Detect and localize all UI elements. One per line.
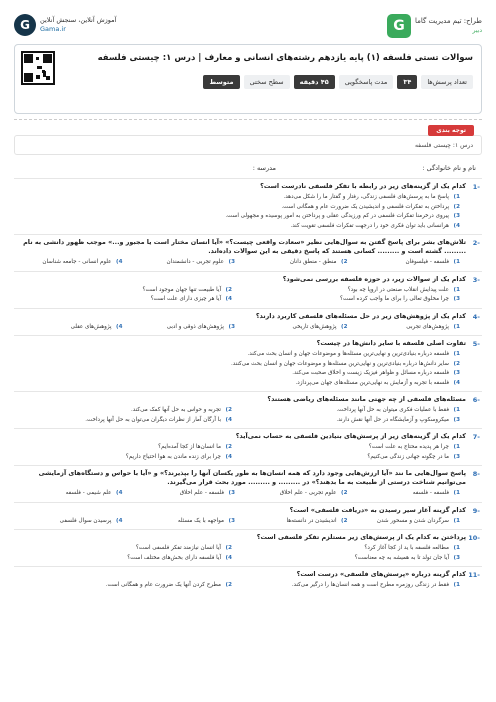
answer-option[interactable] [127,489,236,499]
answer-option[interactable] [242,581,460,591]
option-number: ‎2) [225,286,232,293]
option-list [14,350,460,388]
option-number: ‎4) [116,517,123,524]
question-item [14,428,482,465]
option-number: ‎3) [228,323,235,330]
option-text: پژوهش‌های تاریخی [292,323,337,330]
question-number: 11- [468,571,480,579]
option-number: ‎2) [225,545,232,551]
question-item [14,308,482,336]
option-text: پژوهش‌های عقلی [70,323,112,330]
question-text: تلاش‌های بشر برای پاسخ گفتن به سوال‌هایی نظیر «سعادت واقعی چیست؟» «آیا انسان مختار است یا مجبور و...» موجب ظهور دانشی به نام ......... گشته است و ......... کسانی هستند که پاسخ دقیقی به این سوالات داده‌اند. [23,238,466,255]
meta-duration-value: ۴۵ دقیقه [294,75,335,89]
option-number: ‎1) [453,517,460,524]
answer-option[interactable] [14,203,460,213]
student-name-label: نام و نام خانوادگی : [422,164,476,172]
answer-option[interactable] [239,258,348,268]
answer-option[interactable] [14,581,232,591]
option-number: ‎2) [341,517,348,524]
option-text: مواجهه با یک مسئله [177,517,224,524]
option-number: ‎1) [453,194,460,200]
answer-option[interactable] [242,453,460,463]
answer-option[interactable] [14,295,232,305]
question-item [14,178,482,234]
question-text: کدام گزینه آغاز سیر رسیدن به «دریافت فلسفی» است؟ [289,505,466,514]
option-number: ‎1) [453,444,460,450]
option-number: ‎2) [341,323,348,330]
option-text: فقط در زندگی روزمره مطرح است و همه انسان‌ها را درگیر می‌کند. [291,582,449,588]
question-text: پاسخ سوال‌هایی ما نند «آیا ارزش‌هایی وجود دارد که همه انسان‌ها به طور یکسان آنها را بپذیرند؟» و «آیا با حواس و دستگاه‌های آزمایشی می‌توانیم شناخت درستی از طبیعت به ما بدهند؟» در ......... و ......... مورد بحث قرار می‌گیرند. [38,469,466,486]
option-text: آیا فلسفه دارای بخش‌های مختلف است؟ [127,554,221,561]
meta-difficulty-label: سطح سختی [244,75,290,89]
option-number: ‎3) [228,490,235,496]
answer-option[interactable] [127,258,236,268]
answer-option[interactable] [14,406,232,416]
brand-text [415,17,482,35]
answer-option[interactable] [242,554,460,564]
question-text: کدام یک از گزینه‌های زیر از پرسش‌های بنیادین فلسفی به حساب نمی‌آید؟ [235,432,466,440]
option-list [14,517,460,527]
question-item [14,465,482,502]
option-text: فلسفه درباره مسائل و ظواهر فیزیک زیست و اخلاق صحبت می‌کند. [292,370,449,376]
qr-code-icon[interactable] [21,51,55,85]
option-list [14,489,460,499]
option-number: ‎2) [453,203,460,210]
option-text: پرسیدن سوال فلسفی [59,517,112,524]
answer-option[interactable] [14,222,460,232]
option-number: ‎1) [453,582,460,588]
school-label: مدرسه : [252,164,276,172]
brand-logo-icon: G [387,14,411,38]
option-text: منطق - منطق دانان [289,259,337,265]
option-number: ‎3) [453,370,460,376]
option-text: اندیشیدن در دانسته‌ها [286,517,337,524]
option-text: چرا برای زنده ماندن به هوا احتیاج داریم؟ [125,453,221,460]
option-number: ‎1) [453,351,460,357]
exam-meta [203,75,473,89]
option-number: ‎4) [225,296,232,302]
question-text: کدام یک از سوالات زیر، در حوزه فلسفه بررسی نمی‌شود؟ [282,274,466,283]
answer-option[interactable] [14,416,232,426]
option-number: ‎2) [341,259,348,265]
option-text: چرا هر پدیده محتاج به علت است؟ [368,444,449,450]
option-number: ‎3) [228,517,235,524]
answer-option[interactable] [14,443,232,453]
option-list [14,286,460,305]
option-list [14,323,460,333]
question-number: 7- [472,433,480,441]
notes-tag: توجه بندی [428,125,474,136]
answer-option[interactable] [242,544,460,554]
answer-option[interactable] [127,517,236,527]
answer-option[interactable] [14,258,123,268]
option-number: ‎1) [453,259,460,265]
question-number: 1- [472,183,480,191]
option-number: ‎2) [341,490,348,496]
question-number: 8- [472,470,480,478]
answer-option[interactable] [239,489,348,499]
option-text: مطرح کردن آنها یک ضرورت عام و همگانی است. [105,582,221,588]
option-text: تجربه و حواس به حل آنها کمک می‌کند. [131,407,221,413]
question-item [14,335,482,391]
option-number: ‎4) [225,453,232,460]
meta-difficulty-value: متوسط [203,75,239,89]
header [14,12,482,40]
answer-option[interactable] [14,554,232,564]
answer-option[interactable] [14,517,123,527]
divider [14,119,482,120]
option-number: ‎4) [225,554,232,561]
question-item [14,271,482,308]
question-number: 10- [468,534,480,542]
site-brand [14,14,116,36]
answer-option[interactable] [14,212,460,222]
answer-option[interactable] [14,544,232,554]
option-text: با آرگان آمار از نظرات دیگران می‌توان به حل آنها پرداخت. [85,416,221,423]
question-text: مسئله‌های فلسفی از چه جهتی مانند مسئله‌های ریاضی هستند؟ [267,395,466,403]
option-text: پرداختن به تفکرات فلسفی و اندیشیدن یک ضرورت عام و همگانی است. [281,203,449,210]
question-item [14,566,482,594]
option-text: علوم تجربی - دانشمندان [166,259,224,265]
site-text [40,16,116,34]
option-text: فلسفه درباره بنیادی‌ترین و نهایی‌ترین مسئله‌ها و موضوعات جهان و انسان بحث می‌کند. [247,351,449,357]
answer-option[interactable] [127,323,236,333]
notes-box [14,135,482,155]
question-text: پرداختن به کدام یک از پرسش‌های زیر مستلزم تفکر فلسفی است؟ [256,533,466,541]
option-text: آیا هر چیزی دارای علت است؟ [150,296,221,302]
question-number: 5- [472,340,480,348]
answer-option[interactable] [242,295,460,305]
question-number: 9- [472,506,480,515]
option-list [14,544,460,563]
option-number: ‎3) [453,453,460,460]
answer-option[interactable] [242,286,460,296]
meta-duration-label: مدت پاسخگویی [339,75,394,89]
option-list [14,193,460,231]
option-number: ‎4) [453,379,460,386]
option-number: ‎3) [453,416,460,423]
option-number: ‎4) [116,490,123,496]
brand-line2: دبیر [472,27,482,34]
option-number: ‎3) [453,296,460,302]
brand-line1: طراح: تیم مدیریت گاما [414,17,482,25]
option-text: فلسفه - فیلسوفان [405,259,449,265]
option-text: فلسفه با تجربه و آزمایش به نهایی‌ترین مسئله‌های جهان می‌پردازد. [295,379,449,386]
question-text: تفاوت اصلی فلسفه با سایر دانش‌ها در چیست؟ [316,339,466,347]
answer-option[interactable] [14,323,123,333]
brand [387,14,482,38]
notes-text: درس ۱: چیستی فلسفه [414,142,473,149]
option-text: میکروسکوپ و آزمایشگاه در حل آنها نقش دارند. [336,416,449,423]
question-item [14,234,482,271]
option-text: پژوهش‌های ذوقی و ادبی [166,323,224,330]
option-text: سرگردان شدن و مسحور شدن [376,517,449,524]
option-number: ‎1) [453,286,460,293]
option-number: ‎2) [453,360,460,367]
student-info-row [14,162,482,176]
answer-option[interactable] [14,489,123,499]
option-list [14,258,460,268]
option-number: ‎3) [453,213,460,219]
option-text: ما در چگونه جهانی زندگی می‌کنیم؟ [367,453,449,460]
option-number: ‎1) [453,407,460,413]
meta-count-value: ۳۴ [397,75,417,89]
option-number: ‎2) [225,582,232,588]
exam-info-box [14,44,482,114]
question-item [14,529,482,566]
option-text: پژوهش‌های تجربی [406,323,449,330]
option-text: پاسخ ما به پرسش‌های فلسفی زندگی، رفتار و گفتار ما را شکل می‌دهد. [283,194,449,200]
meta-count-label: تعداد پرسش‌ها [421,75,473,89]
option-text: علت پیدایش انقلاب صنعتی در اروپا چه بود؟ [347,286,449,293]
option-text: علم شیمی - فلسفه [65,490,112,496]
question-list [14,178,482,594]
answer-option[interactable] [14,379,460,389]
answer-option[interactable] [239,517,348,527]
site-logo-icon: G [14,14,36,36]
option-number: ‎3) [453,554,460,561]
question-text: کدام یک از گزینه‌های زیر در رابطه با تفکر فلسفی نادرست است؟ [260,182,466,190]
option-number: ‎1) [453,323,460,330]
option-number: ‎4) [116,323,123,330]
question-item [14,502,482,530]
option-text: آیا جان تولد تا به همیشه به چه معناست؟ [354,554,449,561]
option-text: هرانسانی باید توان فکری خود را درجهت تفکرات فلسفی تقویت کند. [290,222,449,229]
option-number: ‎4) [225,416,232,423]
option-number: ‎1) [453,490,460,496]
answer-option[interactable] [239,323,348,333]
option-text: فلسفه - علم اخلاق [179,490,224,496]
option-number: ‎2) [225,444,232,450]
option-text: ما انسان‌ها از کجا آمده‌ایم؟ [158,444,221,450]
answer-option[interactable] [352,517,461,527]
option-text: آیا طبیعت تنها جهان موجود است؟ [142,286,221,293]
option-text: علوم انسانی - جامعه شناسان [42,259,112,265]
option-list [14,406,460,425]
question-text: کدام گزینه درباره «پرسش‌های فلسفی» درست است؟ [296,570,466,578]
answer-option[interactable] [242,443,460,453]
site-line1: آموزش آنلاین، سنجش آنلاین [40,16,117,24]
option-number: ‎2) [225,407,232,413]
option-text: مطالعه فلسفه با ید از کجا آغاز کرد؟ [364,545,449,551]
option-text: چرا مخلوق تعالی را برای ما واجب کرده است؟ [340,296,449,302]
question-number: 4- [472,312,480,321]
option-list [14,443,460,462]
answer-option[interactable] [242,406,460,416]
exam-title: سوالات تستی فلسفه (۱) پایه یازدهم رشته‌های انسانی و معارف | درس ۱: چیستی فلسفه [97,53,473,63]
answer-option[interactable] [14,453,232,463]
answer-option[interactable] [14,360,460,370]
answer-option[interactable] [14,350,460,360]
answer-option[interactable] [242,416,460,426]
question-number: 6- [472,396,480,404]
site-line2[interactable]: Gama.ir [40,25,66,33]
answer-option[interactable] [14,193,460,203]
option-text: سایر دانش‌ها درباره بنیادی‌ترین و نهایی‌ترین مسئله‌ها و موضوعات جهان و انسان بحث می‌کنند. [230,360,449,367]
option-number: ‎1) [453,545,460,551]
option-text: پیروی درخرمنا تفکرات فلسفی در کم ورزیدگی عقلی و پرداختن به امور پوسیده و مجهولی است. [225,213,449,219]
answer-option[interactable] [352,258,461,268]
option-number: ‎3) [228,259,235,265]
question-item [14,391,482,428]
answer-option[interactable] [14,286,232,296]
question-text: کدام یک از پژوهش‌های زیر در حل مسئله‌های فلسفی کاربرد دارند؟ [255,311,466,320]
option-text: علوم تجربی - علم اخلاق [279,490,337,496]
answer-option[interactable] [352,489,461,499]
option-number: ‎4) [453,222,460,229]
option-number: ‎4) [116,259,123,265]
answer-option[interactable] [352,323,461,333]
question-number: 2- [472,239,480,247]
option-text: فلسفه - فلسفه [412,490,449,496]
option-text: فقط با عملیات فکری میتوان به حل آنها پرداخت. [336,407,449,413]
option-list [14,581,460,591]
question-number: 3- [472,275,480,284]
answer-option[interactable] [14,369,460,379]
option-text: آیا انسان نیازمند تفکر فلسفی است؟ [135,545,221,551]
